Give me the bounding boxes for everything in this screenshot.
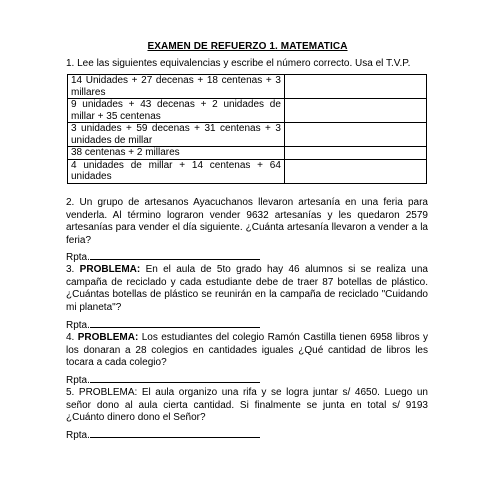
answer-label: Rpta. — [66, 375, 90, 386]
question-2-text: 2. Un grupo de artesanos Ayacuchanos llevaron artesanía en una feria para venderla. Al término lograron vender 9632 artesanías y les quedaron 2579 artesanías para vender el día siguiente. ¿Cuánta artesanía llevaron a vender a la feria? — [66, 197, 428, 246]
question-3-number: 3. — [66, 264, 75, 275]
answer-label: Rpta. — [66, 430, 90, 441]
answer-label: Rpta. — [66, 320, 90, 331]
question-4 — [66, 332, 428, 370]
equivalence-text: 9 unidades + 43 decenas + 2 unidades de millar + 35 centenas — [68, 99, 285, 123]
question-4-text: Los estudiantes del colegio Ramón Castilla tienen 6958 libros y los donaran a 28 colegios en cantidades iguales ¿Qué cantidad de libros les tocara a cada colegio? — [66, 332, 429, 369]
question-4-number: 4. — [66, 332, 75, 343]
question-3-answer-line[interactable] — [66, 318, 260, 331]
table-row — [68, 99, 427, 123]
exam-title — [0, 41, 495, 52]
question-4-answer-line[interactable] — [66, 373, 260, 386]
question-2-answer-line[interactable] — [66, 250, 260, 263]
question-1-prompt: 1. Lee las siguientes equivalencias y escribe el número correcto. Usa el T.V.P. — [66, 58, 411, 69]
answer-blank[interactable] — [90, 373, 260, 383]
answer-blank[interactable] — [90, 250, 260, 260]
question-3-text: En el aula de 5to grado hay 46 alumnos si se realiza una campaña de reciclado y cada estudiante debe de traer 87 botellas de plástico. ¿Cuántas botellas de plástico se reunirán en la campaña de reciclado "Cuidando mi planeta"? — [66, 264, 428, 313]
exam-title-text: EXAMEN DE REFUERZO 1. MATEMATICA — [147, 41, 348, 52]
equivalences-table — [67, 74, 427, 184]
answer-blank[interactable] — [90, 318, 260, 328]
answer-cell[interactable] — [284, 159, 426, 183]
question-3-label: PROBLEMA: — [79, 264, 141, 275]
answer-blank[interactable] — [90, 428, 260, 438]
table-row — [68, 123, 427, 147]
question-5-answer-line[interactable] — [66, 428, 260, 441]
table-row — [68, 75, 427, 99]
equivalence-text: 4 unidades de millar + 14 centenas + 64 unidades — [68, 159, 285, 183]
equivalence-text: 14 Unidades + 27 decenas + 18 centenas + 3 millares — [68, 75, 285, 99]
answer-cell[interactable] — [284, 123, 426, 147]
answer-label: Rpta. — [66, 252, 90, 263]
answer-cell[interactable] — [284, 99, 426, 123]
equivalence-text: 3 unidades + 59 decenas + 31 centenas + 3 unidades de millar — [68, 123, 285, 147]
question-4-label: PROBLEMA: — [77, 332, 139, 343]
table-row — [68, 159, 427, 183]
answer-cell[interactable] — [284, 147, 426, 160]
question-3 — [66, 264, 428, 314]
equivalence-text: 38 centenas + 2 millares — [68, 147, 285, 160]
question-5-text: 5. PROBLEMA: El aula organizo una rifa y se logra juntar s/ 4650. Luego un señor dono al aula cierta cantidad. Si finalmente se junta en total s/ 9193 ¿Cuánto dinero dono el Señor? — [66, 387, 428, 424]
answer-cell[interactable] — [284, 75, 426, 99]
table-row — [68, 147, 427, 160]
